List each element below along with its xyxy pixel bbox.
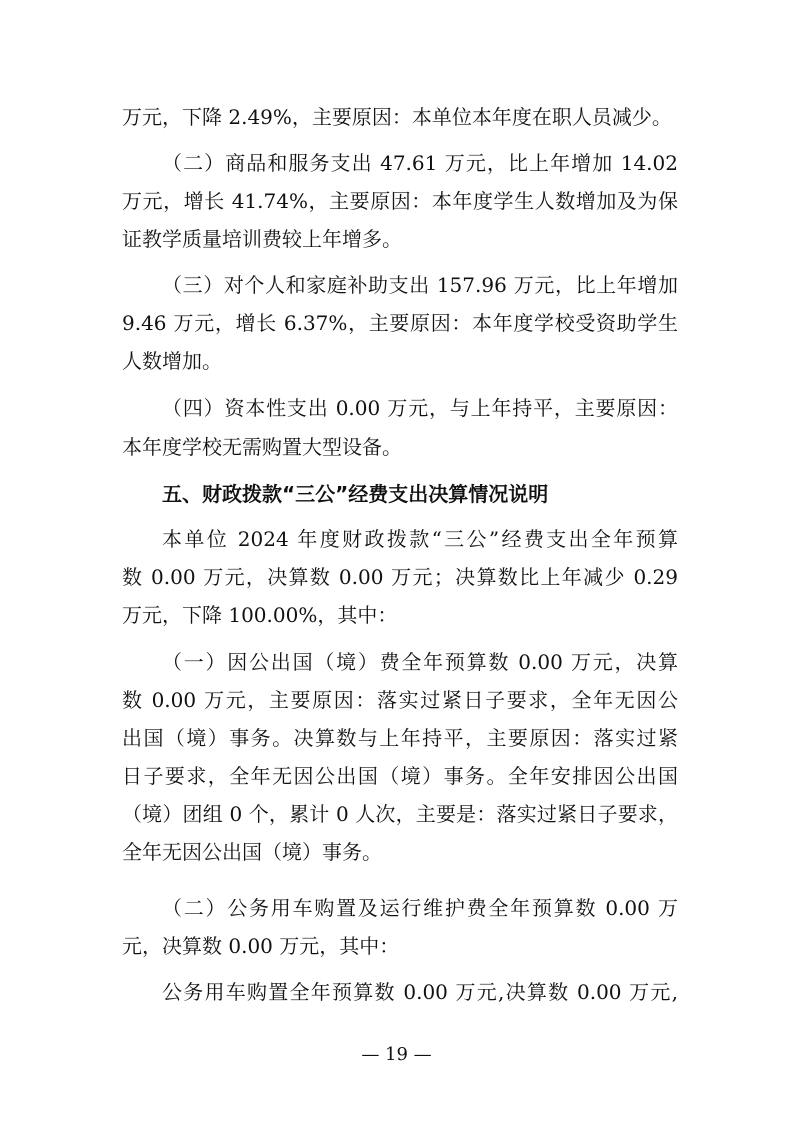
text-line: 人数增加。: [122, 349, 222, 373]
text-line: 元，决算数 0.00 万元，其中：: [122, 934, 400, 958]
text-line: 万元，下降 100.00%，其中：: [122, 603, 398, 627]
text-line: （二）商品和服务支出 47.61 万元，比上年增加 14.02: [162, 151, 678, 175]
text-line: 本单位 2024 年度财政拨款“三公”经费支出全年预算: [162, 527, 678, 551]
text-line: 证教学质量培训费较上年增多。: [122, 227, 402, 251]
text-line: （三）对个人和家庭补助支出 157.96 万元，比上年增加: [162, 273, 678, 297]
text-line: 9.46 万元，增长 6.37%，主要原因：本年度学校受资助学生: [122, 311, 678, 335]
text-line: 万元，增长 41.74%，主要原因：本年度学生人数增加及为保: [122, 189, 678, 213]
text-line: 数 0.00 万元，决算数 0.00 万元；决算数比上年减少 0.29: [122, 565, 678, 589]
text-line: 公务用车购置全年预算数 0.00 万元,决算数 0.00 万元,: [162, 980, 678, 1004]
text-line: 日子要求，全年无因公出国（境）事务。全年安排因公出国: [122, 764, 678, 788]
page-number: — 19 —: [361, 1044, 432, 1065]
text-line: 数 0.00 万元，主要原因：落实过紧日子要求，全年无因公: [122, 688, 678, 712]
text-line: （二）公务用车购置及运行维护费全年预算数 0.00 万: [162, 896, 678, 920]
text-line: 出国（境）事务。决算数与上年持平，主要原因：落实过紧: [122, 726, 678, 750]
text-line: （境）团组 0 个，累计 0 人次，主要是：落实过紧日子要求，: [122, 802, 678, 826]
text-line: （一）因公出国（境）费全年预算数 0.00 万元，决算: [162, 650, 678, 674]
text-line: 本年度学校无需购置大型设备。: [122, 435, 402, 459]
text-line: 全年无因公出国（境）事务。: [122, 840, 382, 864]
text-line: 万元，下降 2.49%，主要原因：本单位本年度在职人员减少。: [122, 105, 672, 129]
text-line: （四）资本性支出 0.00 万元，与上年持平，主要原因：: [162, 396, 678, 420]
section-heading: 五、财政拨款“三公”经费支出决算情况说明: [162, 482, 549, 506]
